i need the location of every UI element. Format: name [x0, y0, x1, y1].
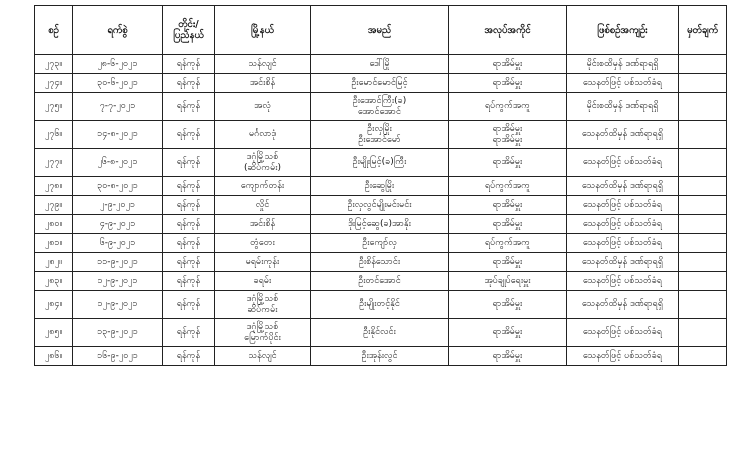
cell-incident: သေနတ်ထိမှန် ဒဏ်ရာရရှိ: [567, 253, 679, 272]
cell-region: ရန်ကုန်: [163, 291, 215, 319]
cell-remark: [679, 347, 727, 366]
cell-no: ၂၇၇။: [35, 149, 73, 177]
cell-occupation-line: ရပ်ကွက်အကူ: [485, 180, 530, 191]
cell-region: ရန်ကုန်: [163, 93, 215, 121]
cell-remark: [679, 196, 727, 215]
cell-occupation-line: ရာအိမ်မှူး: [492, 299, 523, 309]
cell-incident: သေနတ်ဖြင့် ပစ်သတ်ခံရ: [567, 149, 679, 177]
cell-township-line: (ဆိပ်ကမ်း): [243, 162, 282, 173]
cell-remark: [679, 272, 727, 291]
cell-remark: [679, 319, 727, 347]
cell-date: ၇-၇-၂၀၂၁: [73, 93, 163, 121]
cell-occupation: [449, 177, 567, 196]
cell-township: [215, 74, 311, 93]
cell-name-line: ဦးမျိုးတင့်နိုင်: [359, 299, 400, 309]
cell-incident: သေနတ်ဖြင့် ပစ်သတ်ခံရ: [567, 347, 679, 366]
table-row: [35, 272, 727, 291]
cell-occupation: [449, 121, 567, 149]
header-date: ရက်စွဲ: [73, 6, 163, 55]
cell-remark: [679, 253, 727, 272]
cell-no: ၂၇၈။: [35, 177, 73, 196]
cell-township-line: ဒဂုံမြို့သစ်: [246, 293, 279, 304]
cell-occupation: [449, 291, 567, 319]
cell-remark: [679, 234, 727, 253]
cell-no: ၂၈၅။: [35, 319, 73, 347]
table-header-row: [35, 6, 727, 55]
header-region: တိုင်း/ ပြည်နယ်: [163, 6, 215, 55]
table-row: [35, 253, 727, 272]
cell-name: [311, 177, 449, 196]
cell-name-line: ဦးမျိုးမြင့်(ခ)ကြီး: [352, 157, 407, 167]
cell-township-line: မြောက်ပိုင်း: [244, 332, 281, 343]
header-remark: မှတ်ချက်: [679, 6, 727, 55]
cell-date: ၂၈-၆-၂၀၂၁: [73, 55, 163, 74]
cell-region: ရန်ကုန်: [163, 253, 215, 272]
cell-name-line: ဦးအုန်းလွင်: [361, 350, 398, 361]
cell-occupation-line: ရာအိမ်မှူး: [492, 256, 523, 267]
cell-remark: [679, 93, 727, 121]
cell-date: ၃၀-၈-၂၀၂၁: [73, 177, 163, 196]
cell-incident: သေနတ်ဖြင့် ပစ်သတ်ခံရ: [567, 74, 679, 93]
cell-no: ၂၈၂။: [35, 253, 73, 272]
cell-no: ၂၈၄။: [35, 291, 73, 319]
cell-name: [311, 74, 449, 93]
cell-name: [311, 55, 449, 74]
cell-region: ရန်ကုန်: [163, 272, 215, 291]
cell-township: [215, 196, 311, 215]
cell-name: [311, 121, 449, 149]
cell-no: ၂၈၀။: [35, 215, 73, 234]
cell-region: ရန်ကုန်: [163, 215, 215, 234]
table-row: [35, 121, 727, 149]
cell-name: [311, 347, 449, 366]
cell-township-line: အလုံ: [254, 101, 271, 111]
cell-name: [311, 234, 449, 253]
cell-incident: သေနတ်ထိမှန် ဒဏ်ရာရရှိ: [567, 291, 679, 319]
cell-region: ရန်ကုန်: [163, 74, 215, 93]
cell-township: [215, 319, 311, 347]
cell-region: ရန်ကုန်: [163, 177, 215, 196]
cell-date: ၆-၉-၂၀၂၁: [73, 234, 163, 253]
cell-township: [215, 121, 311, 149]
cell-occupation-line: ရာအိမ်မှူး: [492, 327, 523, 337]
cell-occupation: [449, 196, 567, 215]
cell-township-line: အင်းစိန်: [249, 77, 276, 88]
cell-date: ၁၃-၉-၂၀၂၁: [73, 319, 163, 347]
cell-occupation: [449, 234, 567, 253]
cell-no: ၂၇၃။: [35, 55, 73, 74]
cell-name-line: အောင်အောင်: [358, 106, 401, 117]
cell-incident: သေနတ်ထိမှန် ဒဏ်ရာရရှိ: [567, 177, 679, 196]
cell-no: ၂၈၁။: [35, 234, 73, 253]
cell-name: [311, 291, 449, 319]
cell-name: [311, 215, 449, 234]
cell-name-line: ဦးအောင်မော်: [358, 134, 401, 145]
cell-township-line: အင်းစိန်: [249, 218, 276, 229]
cell-incident: သေနတ်ဖြင့် ပစ်သတ်ခံရ: [567, 319, 679, 347]
header-no: စဉ်: [35, 6, 73, 55]
cell-township-line: ဒဂုံမြို့သစ်: [246, 321, 279, 332]
header-name: အမည်: [311, 6, 449, 55]
cell-no: ၂၇၅။: [35, 93, 73, 121]
cell-name-line: ဦးစိန်သောင်း: [358, 256, 401, 267]
cell-occupation-line: ရပ်ကွက်အကူ: [485, 101, 530, 111]
cell-occupation: [449, 319, 567, 347]
cell-occupation: [449, 74, 567, 93]
cell-name-line: ဦးမောင်မောင်မြင့်: [351, 77, 408, 88]
cell-occupation: [449, 253, 567, 272]
table-row: [35, 74, 727, 93]
cell-name-line: ဦးတင်အောင်: [358, 275, 401, 286]
table-row: [35, 55, 727, 74]
cell-remark: [679, 215, 727, 234]
cell-name: [311, 149, 449, 177]
cell-name-line: ဦးအောင်ကြီး(ခ): [352, 95, 407, 106]
cell-region: ရန်ကုန်: [163, 319, 215, 347]
cell-township: [215, 93, 311, 121]
table-row: [35, 319, 727, 347]
cell-occupation: [449, 93, 567, 121]
cell-remark: [679, 149, 727, 177]
cell-no: ၂၇၄။: [35, 74, 73, 93]
cell-date: ၁၂-၉-၂၀၂၁: [73, 272, 163, 291]
cell-no: ၂၇၉။: [35, 196, 73, 215]
cell-occupation: [449, 149, 567, 177]
cell-township: [215, 253, 311, 272]
cell-incident: မိုင်းစထိမှန် ဒဏ်ရာရရှိ: [567, 93, 679, 121]
cell-remark: [679, 291, 727, 319]
cell-region: ရန်ကုန်: [163, 196, 215, 215]
cell-date: ၁၆-၉-၂၀၂၁: [73, 347, 163, 366]
cell-occupation: [449, 215, 567, 234]
cell-name: [311, 272, 449, 291]
cell-township-line: ကျောက်တန်း: [240, 180, 285, 191]
table-row: [35, 93, 727, 121]
cell-name: [311, 93, 449, 121]
cell-date: ၃၀-၆-၂၀၂၁: [73, 74, 163, 93]
cell-region: ရန်ကုန်: [163, 55, 215, 74]
cell-remark: [679, 177, 727, 196]
cell-name-line: ဒေါ်မြို: [369, 58, 390, 69]
cell-region: ရန်ကုန်: [163, 121, 215, 149]
cell-date: ၁၁-၉-၂၀၂၁: [73, 253, 163, 272]
cell-township: [215, 215, 311, 234]
cell-township: [215, 347, 311, 366]
cell-occupation: [449, 55, 567, 74]
cell-date: ၁၄-၈-၂၀၂၁: [73, 121, 163, 149]
cell-township: [215, 149, 311, 177]
cell-date: ၂-၉-၂၀၂၁: [73, 196, 163, 215]
cell-township-line: မရမ်းကုန်း: [245, 256, 280, 267]
table-body: [35, 55, 727, 366]
cell-remark: [679, 121, 727, 149]
cell-date: ၄-၉-၂၀၂၁: [73, 215, 163, 234]
cell-occupation-line: ရာအိမ်မှူး: [492, 123, 523, 134]
cell-region: ရန်ကုန်: [163, 149, 215, 177]
cell-township-line: သန်လျင်: [248, 58, 277, 69]
cell-incident: သေနတ်ထိမှန် ဒဏ်ရာရရှိ: [567, 121, 679, 149]
cell-no: ၂၈၆။: [35, 347, 73, 366]
cell-region: ရန်ကုန်: [163, 234, 215, 253]
cell-remark: [679, 74, 727, 93]
table-row: [35, 291, 727, 319]
cell-remark: [679, 55, 727, 74]
header-incident: ဖြစ်စဉ်အကျဉ်း: [567, 6, 679, 55]
cell-township-line: သန်လျင်: [248, 350, 277, 361]
cell-name: [311, 253, 449, 272]
cell-name-line: ဦးနိုင်လင်း: [363, 327, 396, 337]
table-row: [35, 196, 727, 215]
cell-name-line: ဦးလှလွင်မျိုးမင်းမင်း: [347, 199, 412, 210]
table-row: [35, 215, 727, 234]
cell-date: ၂၆-၈-၂၀၂၁: [73, 149, 163, 177]
header-occupation: အလုပ်အကိုင်: [449, 6, 567, 55]
table-row: [35, 234, 727, 253]
table-row: [35, 149, 727, 177]
cell-occupation: [449, 347, 567, 366]
cell-township: [215, 291, 311, 319]
cell-township-line: ခရမ်း: [253, 275, 272, 286]
cell-township-line: မင်္ဂလာဒုံ: [248, 129, 277, 139]
cell-name-line: ဦးလှမြိုး: [367, 123, 392, 134]
cell-name-line: ဒိုးမြင့်ဆွေ(ခ)အာနိုး: [348, 218, 411, 229]
cell-occupation-line: အုပ်ချုပ်ရေးမှူး: [484, 275, 531, 286]
cell-incident: မိုင်းစထိမှန် ဒဏ်ရာရရှိ: [567, 55, 679, 74]
cell-region: ရန်ကုန်: [163, 347, 215, 366]
cell-township: [215, 234, 311, 253]
cell-name-line: ဦးဆွေမြိုး: [364, 180, 395, 191]
cell-occupation-line: ရာအိမ်မှူး: [492, 134, 523, 145]
cell-occupation-line: ရာအိမ်မှူး: [492, 199, 523, 210]
cell-incident: သေနတ်ဖြင့် ပစ်သတ်ခံရ: [567, 234, 679, 253]
cell-no: ၂၈၃။: [35, 272, 73, 291]
cell-no: ၂၇၆။: [35, 121, 73, 149]
cell-occupation-line: ရပ်ကွက်အကူ: [485, 237, 530, 248]
cell-incident: သေနတ်ဖြင့် ပစ်သတ်ခံရ: [567, 196, 679, 215]
cell-incident: သေနတ်ဖြင့် ပစ်သတ်ခံရ: [567, 215, 679, 234]
cell-occupation: [449, 272, 567, 291]
cell-name-line: ဦးကျော်လှ: [362, 237, 397, 248]
cell-township: [215, 55, 311, 74]
cell-name: [311, 196, 449, 215]
table-row: [35, 177, 727, 196]
header-township: မြို့နယ်: [215, 6, 311, 55]
cell-township-line: ဒဂုံမြို့သစ်: [246, 151, 279, 162]
table-row: [35, 347, 727, 366]
cell-name: [311, 319, 449, 347]
cell-township: [215, 272, 311, 291]
cell-occupation-line: ရာအိမ်မှူး: [492, 218, 523, 229]
cell-occupation-line: ရာအိမ်မှူး: [492, 157, 523, 167]
cell-township-line: တွံတေး: [250, 237, 275, 248]
cell-township: [215, 177, 311, 196]
cell-township-line: ဆိပ်ကမ်း: [247, 304, 278, 315]
cell-date: ၁၂-၉-၂၀၂၁: [73, 291, 163, 319]
incident-table: [34, 5, 727, 366]
cell-occupation-line: ရာအိမ်မှူး: [492, 350, 523, 361]
cell-township-line: လှိုင်: [255, 199, 270, 210]
cell-incident: သေနတ်ဖြင့် ပစ်သတ်ခံရ: [567, 272, 679, 291]
cell-occupation-line: ရာအိမ်မှူး: [492, 58, 523, 69]
cell-occupation-line: ရာအိမ်မှူး: [492, 77, 523, 88]
